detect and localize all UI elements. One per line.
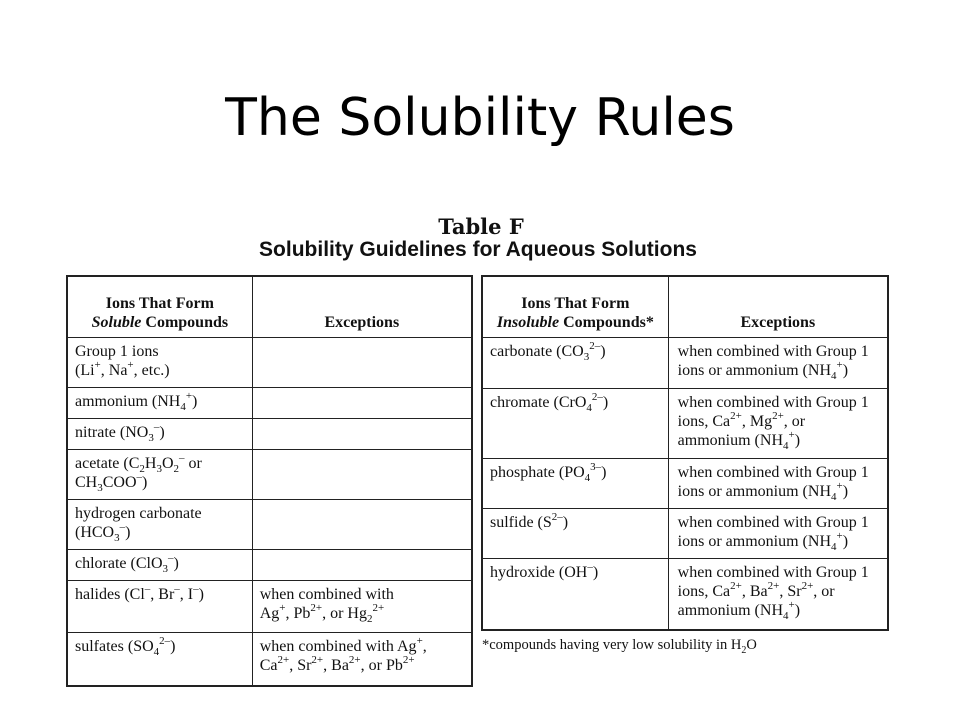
header-line: Ions That Form — [521, 294, 630, 312]
table-label: Table F — [438, 214, 524, 239]
insoluble-exceptions-header: Exceptions — [668, 276, 888, 337]
ion-cell: ammonium $(NH_4^+)$ — [67, 387, 252, 418]
table-caption: Solubility Guidelines for Aqueous Solutions — [259, 238, 697, 261]
exception-cell: when combined with Group 1 ions, $Ca^{2+}$, $Ba^{2+}$, $Sr^{2+}$, or ammonium $(NH_4^+)$ — [668, 558, 888, 630]
ion-cell: carbonate $(CO_3^{2-})$ — [482, 337, 668, 388]
ion-cell: sulfide $(S^{2-})$ — [482, 508, 668, 558]
soluble-compounds-table — [66, 275, 473, 687]
header-rest: Compounds* — [559, 313, 654, 331]
ion-cell: phosphate $(PO_4^{3-})$ — [482, 458, 668, 508]
exception-cell — [252, 549, 472, 580]
insoluble-compounds-table — [481, 275, 889, 631]
exception-cell: when combined with Ag+, $Pb^{2+}$, or $Hg_2^{2+}$ — [252, 580, 472, 632]
exception-cell: when combined with Group 1 ions or ammonium $(NH_4^+)$ — [668, 458, 888, 508]
ion-cell: Group 1 ions (Li+, Na+, etc.) — [67, 337, 252, 387]
ion-cell: chlorate (ClO$_3$–) — [67, 549, 252, 580]
exception-cell — [252, 499, 472, 549]
soluble-exceptions-header: Exceptions — [252, 276, 472, 337]
ion-cell: sulfates $(SO_4^{2-})$ — [67, 632, 252, 686]
header-italic: Insoluble — [496, 313, 560, 331]
ion-cell: chromate (CrO$_4^{2-}$) — [482, 388, 668, 458]
exception-cell — [252, 387, 472, 418]
ion-cell: hydrogen carbonate $(HCO_3^-)$ — [67, 499, 252, 549]
exception-cell: when combined with Group 1 ions, $Ca^{2+}$, $Mg^{2+}$, or ammonium $(NH_4^+)$ — [668, 388, 888, 458]
insoluble-ions-header — [482, 276, 668, 337]
soluble-ions-header — [67, 276, 252, 337]
exception-cell: when combined with Ag+, $Ca^{2+}$, $Sr^{2+}$, $Ba^{2+}$, or $Pb^{2+}$ — [252, 632, 472, 686]
ion-cell: hydroxide (OH–) — [482, 558, 668, 630]
header-rest: Compounds — [141, 313, 229, 331]
ion-cell: acetate ($C_2H_3O_2^-$ or $CH_3COO^-$) — [67, 449, 252, 499]
exception-cell — [252, 337, 472, 387]
table-footnote: *compounds having very low solubility in $H_2O$ — [482, 637, 757, 656]
header-italic: Soluble — [91, 313, 142, 331]
header-line: Ions That Form — [105, 294, 214, 312]
exception-cell — [252, 418, 472, 449]
ion-cell: halides (Cl–, Br–, I–) — [67, 580, 252, 632]
exception-cell: when combined with Group 1 ions or ammonium $(NH_4^+)$ — [668, 337, 888, 388]
exception-cell — [252, 449, 472, 499]
slide-title: The Solubility Rules — [225, 88, 735, 148]
exception-cell: when combined with Group 1 ions or ammonium $(NH_4^+)$ — [668, 508, 888, 558]
ion-cell: nitrate $(NO_3^-)$ — [67, 418, 252, 449]
